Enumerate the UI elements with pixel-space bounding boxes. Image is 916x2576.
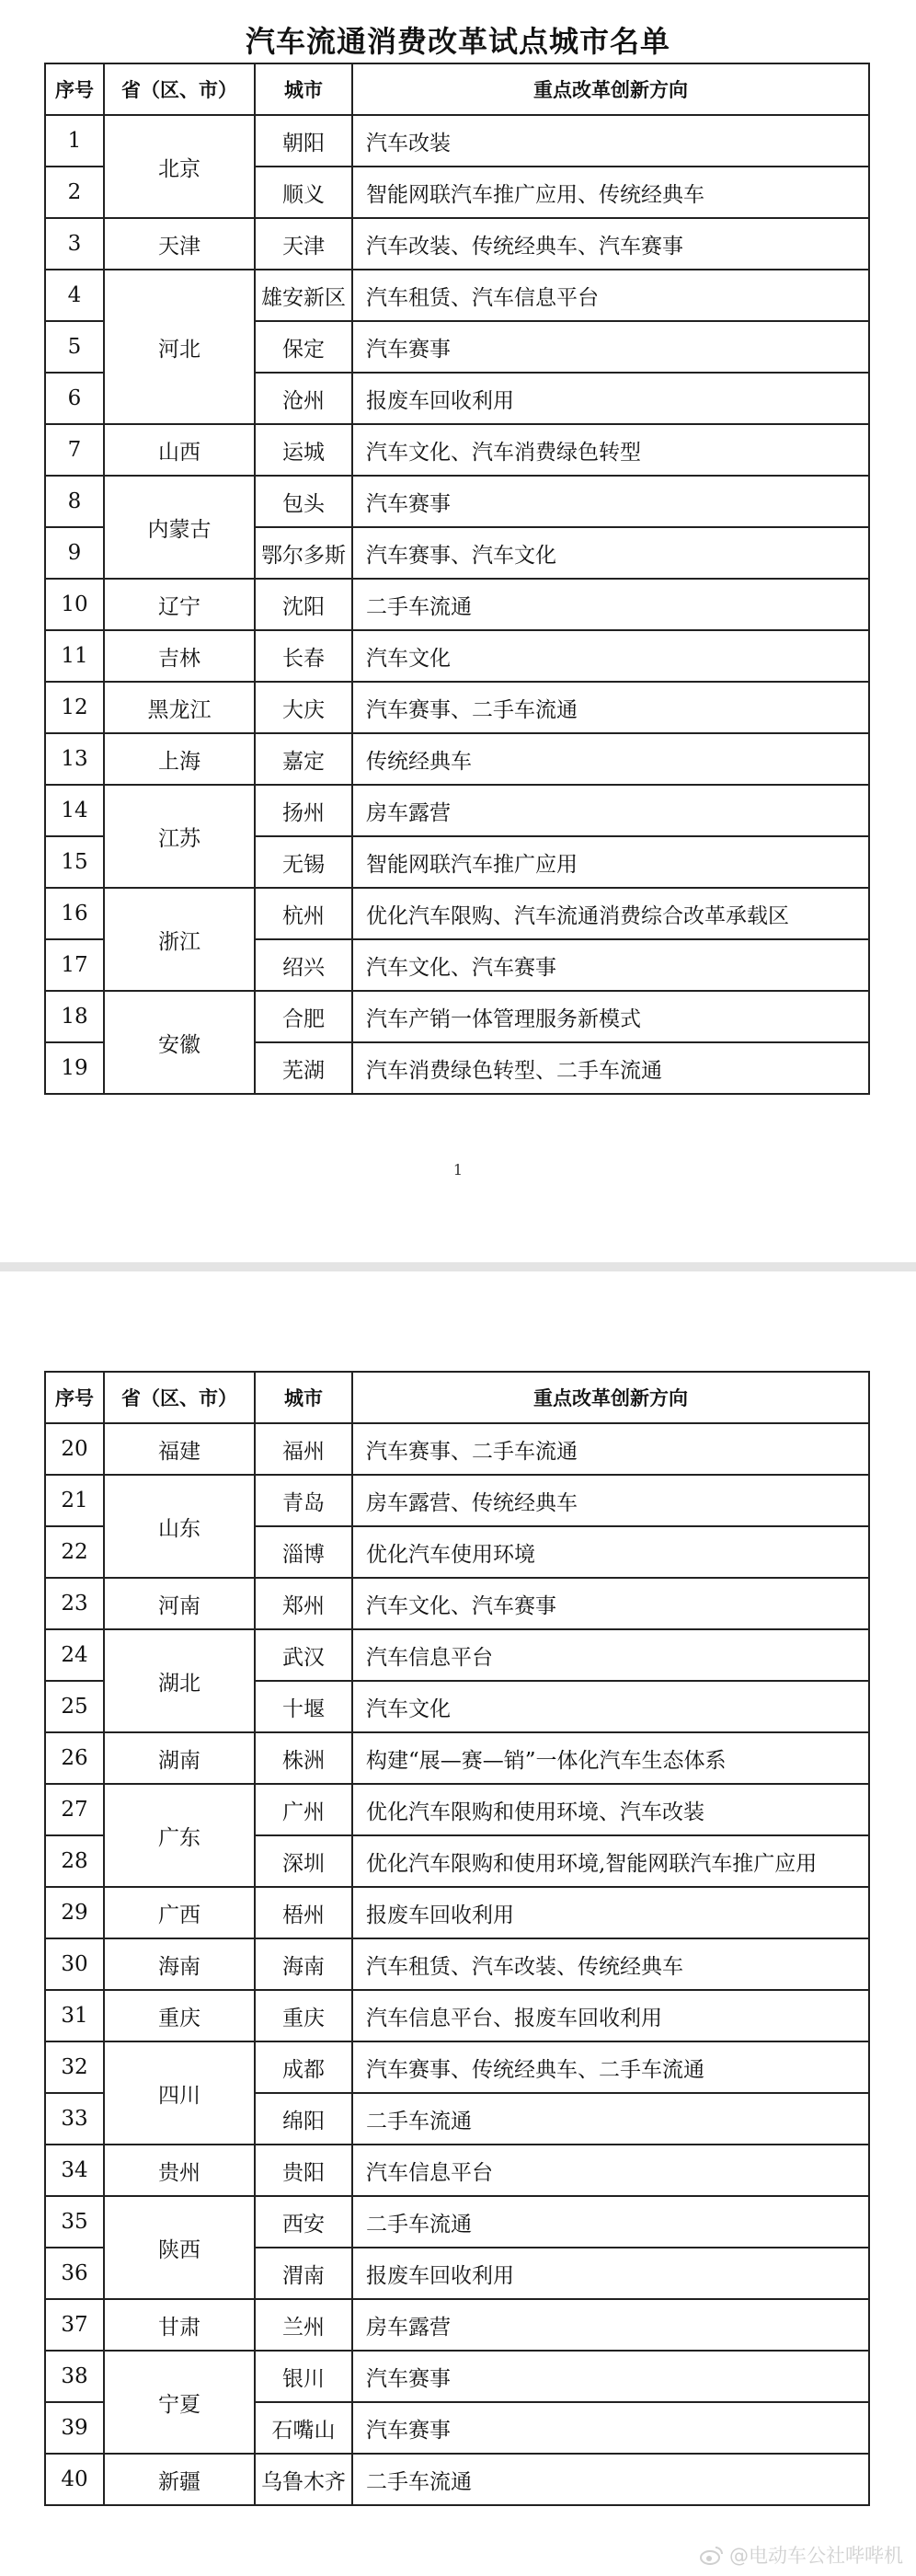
table-row bbox=[45, 2299, 869, 2351]
province-cell: 黑龙江 bbox=[104, 682, 255, 733]
table-row bbox=[45, 1475, 869, 1526]
row-number: 30 bbox=[45, 1938, 104, 1990]
province-cell: 陕西 bbox=[104, 2196, 255, 2299]
city-cell: 鄂尔多斯 bbox=[255, 527, 352, 579]
row-number: 2 bbox=[45, 167, 104, 218]
row-number: 13 bbox=[45, 733, 104, 785]
row-number: 8 bbox=[45, 476, 104, 527]
city-cell: 渭南 bbox=[255, 2248, 352, 2299]
row-number: 9 bbox=[45, 527, 104, 579]
row-number: 19 bbox=[45, 1042, 104, 1094]
direction-cell: 汽车文化 bbox=[352, 630, 869, 682]
row-number: 22 bbox=[45, 1526, 104, 1578]
row-number: 12 bbox=[45, 682, 104, 733]
row-number: 35 bbox=[45, 2196, 104, 2248]
row-number: 33 bbox=[45, 2093, 104, 2145]
watermark-text: @电动车公社哔哔机 bbox=[729, 2545, 903, 2567]
row-number: 34 bbox=[45, 2145, 104, 2196]
direction-cell: 汽车租赁、汽车信息平台 bbox=[352, 270, 869, 321]
city-cell: 无锡 bbox=[255, 836, 352, 888]
city-cell: 海南 bbox=[255, 1938, 352, 1990]
row-number: 11 bbox=[45, 630, 104, 682]
table-row bbox=[45, 476, 869, 527]
row-number: 5 bbox=[45, 321, 104, 373]
table-row bbox=[45, 1629, 869, 1681]
city-cell: 成都 bbox=[255, 2041, 352, 2093]
row-number: 6 bbox=[45, 373, 104, 424]
city-cell: 银川 bbox=[255, 2351, 352, 2402]
table-row bbox=[45, 682, 869, 733]
province-cell: 山西 bbox=[104, 424, 255, 476]
province-cell: 山东 bbox=[104, 1475, 255, 1578]
row-number: 31 bbox=[45, 1990, 104, 2041]
table-header-row bbox=[45, 1372, 869, 1423]
header-no: 序号 bbox=[45, 1372, 104, 1423]
province-cell: 浙江 bbox=[104, 888, 255, 991]
direction-cell: 汽车消费绿色转型、二手车流通 bbox=[352, 1042, 869, 1094]
province-cell: 宁夏 bbox=[104, 2351, 255, 2454]
table-row bbox=[45, 2196, 869, 2248]
province-cell: 广东 bbox=[104, 1784, 255, 1887]
province-cell: 海南 bbox=[104, 1938, 255, 1990]
city-cell: 大庆 bbox=[255, 682, 352, 733]
table-row bbox=[45, 2454, 869, 2505]
row-number: 40 bbox=[45, 2454, 104, 2505]
row-number: 4 bbox=[45, 270, 104, 321]
city-cell: 福州 bbox=[255, 1423, 352, 1475]
city-cell: 保定 bbox=[255, 321, 352, 373]
province-cell: 上海 bbox=[104, 733, 255, 785]
direction-cell: 汽车赛事 bbox=[352, 2351, 869, 2402]
direction-cell: 二手车流通 bbox=[352, 579, 869, 630]
province-cell: 河北 bbox=[104, 270, 255, 424]
direction-cell: 汽车文化、汽车消费绿色转型 bbox=[352, 424, 869, 476]
page-separator bbox=[0, 1262, 916, 1271]
row-number: 14 bbox=[45, 785, 104, 836]
city-cell: 乌鲁木齐 bbox=[255, 2454, 352, 2505]
direction-cell: 汽车赛事 bbox=[352, 2402, 869, 2454]
row-number: 37 bbox=[45, 2299, 104, 2351]
table-row bbox=[45, 2041, 869, 2093]
direction-cell: 报废车回收利用 bbox=[352, 2248, 869, 2299]
direction-cell: 汽车文化、汽车赛事 bbox=[352, 939, 869, 991]
table-row bbox=[45, 733, 869, 785]
table-header-row bbox=[45, 63, 869, 115]
row-number: 16 bbox=[45, 888, 104, 939]
province-cell: 重庆 bbox=[104, 1990, 255, 2041]
table-row bbox=[45, 1423, 869, 1475]
weibo-icon bbox=[700, 2545, 724, 2565]
city-cell: 天津 bbox=[255, 218, 352, 270]
province-cell: 安徽 bbox=[104, 991, 255, 1094]
table-row bbox=[45, 270, 869, 321]
city-cell: 芜湖 bbox=[255, 1042, 352, 1094]
row-number: 27 bbox=[45, 1784, 104, 1835]
table-row bbox=[45, 1938, 869, 1990]
table-row bbox=[45, 991, 869, 1042]
city-cell: 十堰 bbox=[255, 1681, 352, 1732]
direction-cell: 房车露营 bbox=[352, 785, 869, 836]
province-cell: 江苏 bbox=[104, 785, 255, 888]
row-number: 21 bbox=[45, 1475, 104, 1526]
row-number: 26 bbox=[45, 1732, 104, 1784]
direction-cell: 汽车产销一体管理服务新模式 bbox=[352, 991, 869, 1042]
city-cell: 武汉 bbox=[255, 1629, 352, 1681]
table-row bbox=[45, 1887, 869, 1938]
province-cell: 福建 bbox=[104, 1423, 255, 1475]
page-number: 1 bbox=[452, 1161, 464, 1179]
row-number: 23 bbox=[45, 1578, 104, 1629]
province-cell: 四川 bbox=[104, 2041, 255, 2145]
pilot-cities-table-page-2 bbox=[44, 1371, 870, 2506]
province-cell: 新疆 bbox=[104, 2454, 255, 2505]
city-cell: 扬州 bbox=[255, 785, 352, 836]
city-cell: 株洲 bbox=[255, 1732, 352, 1784]
province-cell: 北京 bbox=[104, 115, 255, 218]
city-cell: 重庆 bbox=[255, 1990, 352, 2041]
city-cell: 绵阳 bbox=[255, 2093, 352, 2145]
city-cell: 深圳 bbox=[255, 1835, 352, 1887]
pilot-cities-table-page-1 bbox=[44, 63, 870, 1095]
row-number: 10 bbox=[45, 579, 104, 630]
city-cell: 兰州 bbox=[255, 2299, 352, 2351]
direction-cell: 构建“展—赛—销”一体化汽车生态体系 bbox=[352, 1732, 869, 1784]
province-cell: 吉林 bbox=[104, 630, 255, 682]
document-title: 汽车流通消费改革试点城市名单 bbox=[245, 24, 670, 59]
direction-cell: 二手车流通 bbox=[352, 2093, 869, 2145]
table-row bbox=[45, 218, 869, 270]
city-cell: 雄安新区 bbox=[255, 270, 352, 321]
direction-cell: 智能网联汽车推广应用、传统经典车 bbox=[352, 167, 869, 218]
row-number: 20 bbox=[45, 1423, 104, 1475]
city-cell: 梧州 bbox=[255, 1887, 352, 1938]
table-row bbox=[45, 1732, 869, 1784]
direction-cell: 房车露营 bbox=[352, 2299, 869, 2351]
city-cell: 西安 bbox=[255, 2196, 352, 2248]
row-number: 17 bbox=[45, 939, 104, 991]
city-cell: 长春 bbox=[255, 630, 352, 682]
direction-cell: 优化汽车限购和使用环境、汽车改装 bbox=[352, 1784, 869, 1835]
direction-cell: 智能网联汽车推广应用 bbox=[352, 836, 869, 888]
province-cell: 河南 bbox=[104, 1578, 255, 1629]
header-province: 省（区、市） bbox=[104, 1372, 255, 1423]
city-cell: 石嘴山 bbox=[255, 2402, 352, 2454]
row-number: 1 bbox=[45, 115, 104, 167]
table-row bbox=[45, 785, 869, 836]
row-number: 15 bbox=[45, 836, 104, 888]
province-cell: 贵州 bbox=[104, 2145, 255, 2196]
city-cell: 沧州 bbox=[255, 373, 352, 424]
city-cell: 沈阳 bbox=[255, 579, 352, 630]
table-row bbox=[45, 1578, 869, 1629]
header-province: 省（区、市） bbox=[104, 63, 255, 115]
province-cell: 湖北 bbox=[104, 1629, 255, 1732]
table-row bbox=[45, 424, 869, 476]
direction-cell: 汽车改装、传统经典车、汽车赛事 bbox=[352, 218, 869, 270]
table-row bbox=[45, 888, 869, 939]
direction-cell: 优化汽车使用环境 bbox=[352, 1526, 869, 1578]
direction-cell: 汽车信息平台 bbox=[352, 2145, 869, 2196]
city-cell: 顺义 bbox=[255, 167, 352, 218]
direction-cell: 汽车赛事、传统经典车、二手车流通 bbox=[352, 2041, 869, 2093]
city-cell: 绍兴 bbox=[255, 939, 352, 991]
direction-cell: 优化汽车限购、汽车流通消费综合改革承载区 bbox=[352, 888, 869, 939]
direction-cell: 二手车流通 bbox=[352, 2454, 869, 2505]
city-cell: 朝阳 bbox=[255, 115, 352, 167]
province-cell: 湖南 bbox=[104, 1732, 255, 1784]
direction-cell: 汽车赛事 bbox=[352, 476, 869, 527]
header-direction: 重点改革创新方向 bbox=[352, 1372, 869, 1423]
province-cell: 辽宁 bbox=[104, 579, 255, 630]
city-cell: 青岛 bbox=[255, 1475, 352, 1526]
row-number: 25 bbox=[45, 1681, 104, 1732]
city-cell: 郑州 bbox=[255, 1578, 352, 1629]
row-number: 39 bbox=[45, 2402, 104, 2454]
city-cell: 运城 bbox=[255, 424, 352, 476]
province-cell: 天津 bbox=[104, 218, 255, 270]
watermark bbox=[700, 2541, 903, 2569]
row-number: 7 bbox=[45, 424, 104, 476]
province-cell: 内蒙古 bbox=[104, 476, 255, 579]
table-row bbox=[45, 2145, 869, 2196]
row-number: 24 bbox=[45, 1629, 104, 1681]
direction-cell: 汽车改装 bbox=[352, 115, 869, 167]
row-number: 36 bbox=[45, 2248, 104, 2299]
direction-cell: 汽车文化 bbox=[352, 1681, 869, 1732]
city-cell: 淄博 bbox=[255, 1526, 352, 1578]
row-number: 38 bbox=[45, 2351, 104, 2402]
row-number: 28 bbox=[45, 1835, 104, 1887]
direction-cell: 汽车文化、汽车赛事 bbox=[352, 1578, 869, 1629]
direction-cell: 二手车流通 bbox=[352, 2196, 869, 2248]
province-cell: 甘肃 bbox=[104, 2299, 255, 2351]
direction-cell: 报废车回收利用 bbox=[352, 1887, 869, 1938]
city-cell: 杭州 bbox=[255, 888, 352, 939]
direction-cell: 汽车赛事、二手车流通 bbox=[352, 682, 869, 733]
row-number: 32 bbox=[45, 2041, 104, 2093]
table-row bbox=[45, 630, 869, 682]
direction-cell: 汽车租赁、汽车改装、传统经典车 bbox=[352, 1938, 869, 1990]
direction-cell: 汽车赛事、二手车流通 bbox=[352, 1423, 869, 1475]
city-cell: 包头 bbox=[255, 476, 352, 527]
direction-cell: 汽车赛事 bbox=[352, 321, 869, 373]
header-city: 城市 bbox=[255, 63, 352, 115]
row-number: 18 bbox=[45, 991, 104, 1042]
direction-cell: 汽车信息平台 bbox=[352, 1629, 869, 1681]
table-row bbox=[45, 1784, 869, 1835]
direction-cell: 报废车回收利用 bbox=[352, 373, 869, 424]
table-row bbox=[45, 2351, 869, 2402]
direction-cell: 汽车赛事、汽车文化 bbox=[352, 527, 869, 579]
header-no: 序号 bbox=[45, 63, 104, 115]
table-row bbox=[45, 579, 869, 630]
table-row bbox=[45, 115, 869, 167]
direction-cell: 传统经典车 bbox=[352, 733, 869, 785]
city-cell: 嘉定 bbox=[255, 733, 352, 785]
row-number: 3 bbox=[45, 218, 104, 270]
direction-cell: 汽车信息平台、报废车回收利用 bbox=[352, 1990, 869, 2041]
row-number: 29 bbox=[45, 1887, 104, 1938]
header-direction: 重点改革创新方向 bbox=[352, 63, 869, 115]
city-cell: 合肥 bbox=[255, 991, 352, 1042]
direction-cell: 房车露营、传统经典车 bbox=[352, 1475, 869, 1526]
header-city: 城市 bbox=[255, 1372, 352, 1423]
province-cell: 广西 bbox=[104, 1887, 255, 1938]
city-cell: 广州 bbox=[255, 1784, 352, 1835]
city-cell: 贵阳 bbox=[255, 2145, 352, 2196]
direction-cell: 优化汽车限购和使用环境,智能网联汽车推广应用 bbox=[352, 1835, 869, 1887]
table-row bbox=[45, 1990, 869, 2041]
